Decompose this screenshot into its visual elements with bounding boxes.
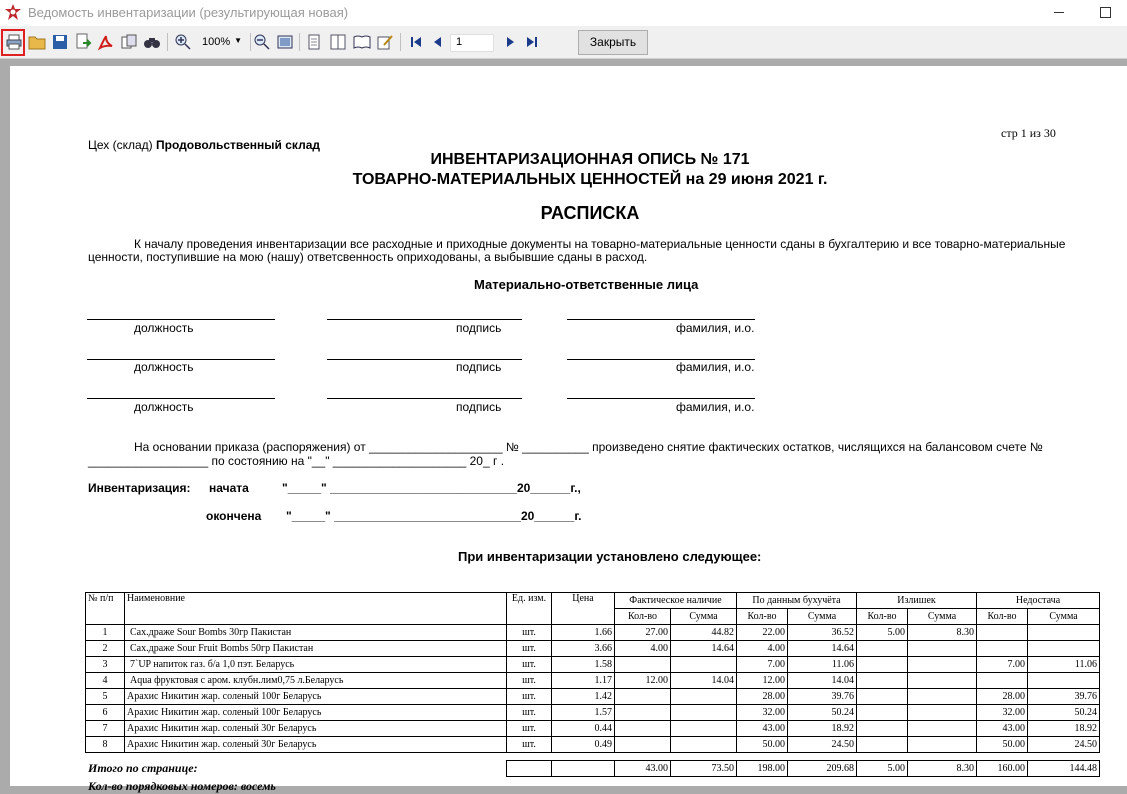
save-icon[interactable] — [50, 32, 70, 52]
table-cell — [857, 705, 908, 721]
table-cell — [671, 657, 737, 673]
signature-label: подпись — [456, 321, 502, 335]
table-cell — [977, 673, 1028, 689]
table-cell: 39.76 — [788, 689, 857, 705]
total-cell: 198.00 — [737, 761, 788, 777]
toolbar — [0, 26, 1127, 59]
total-cell: 8.30 — [908, 761, 977, 777]
subheader-qty: Кол-во — [977, 609, 1028, 625]
table-cell: шт. — [507, 689, 552, 705]
table-cell: 3.66 — [552, 641, 615, 657]
inventory-label: Инвентаризация: — [88, 481, 191, 495]
table-cell: шт. — [507, 657, 552, 673]
table-cell: 14.64 — [671, 641, 737, 657]
header-accounting: По данным бухучёта — [737, 593, 857, 609]
edit-icon[interactable] — [375, 32, 395, 52]
header-num: № п/п — [86, 593, 125, 625]
table-cell — [615, 657, 671, 673]
receipt-text-line1: К началу проведения инвентаризации все расходные и приходные документы на товарно-материальные ценности сданы в бухгалтерию и все товарно-материальные — [134, 237, 1066, 251]
warehouse-label: Цех (склад) — [88, 138, 153, 152]
total-cell: 73.50 — [671, 761, 737, 777]
table-cell: 5 — [86, 689, 125, 705]
table-cell: Арахис Никитин жар. соленый 30г Беларусь — [125, 737, 507, 753]
two-pages-icon[interactable] — [328, 32, 348, 52]
table-cell: 1.17 — [552, 673, 615, 689]
table-cell: 50.00 — [737, 737, 788, 753]
first-page-icon[interactable] — [406, 32, 426, 52]
print-button-highlight — [1, 29, 25, 56]
pdf-icon[interactable] — [96, 32, 116, 52]
table-cell: 27.00 — [615, 625, 671, 641]
table-cell: 5.00 — [857, 625, 908, 641]
table-cell: 4 — [86, 673, 125, 689]
table-cell: 22.00 — [737, 625, 788, 641]
table-cell: шт. — [507, 721, 552, 737]
table-cell: 2 — [86, 641, 125, 657]
table-row — [86, 689, 1100, 705]
table-cell — [615, 689, 671, 705]
started-line: "_____" ____________________________20______г., — [282, 481, 581, 495]
table-cell: 50.24 — [788, 705, 857, 721]
position-label: должность — [134, 400, 194, 414]
table-cell: Сах.драже Sour Bombs 30гр Пакистан — [125, 625, 507, 641]
zoom-in-icon[interactable] — [173, 32, 193, 52]
one-page-icon[interactable] — [304, 32, 324, 52]
table-row — [86, 673, 1100, 689]
table-cell: 43.00 — [737, 721, 788, 737]
zoom-out-icon[interactable] — [252, 32, 272, 52]
toolbar-separator — [400, 33, 401, 51]
table-cell: шт. — [507, 673, 552, 689]
position-label: должность — [134, 321, 194, 335]
table-cell: 11.06 — [788, 657, 857, 673]
table-cell — [857, 737, 908, 753]
export-icon[interactable] — [73, 32, 93, 52]
table-cell — [908, 737, 977, 753]
table-cell — [1028, 641, 1100, 657]
signature-rule — [567, 319, 755, 320]
book-icon[interactable] — [352, 32, 372, 52]
total-cell — [552, 761, 615, 777]
table-body — [86, 625, 1100, 753]
established-heading: При инвентаризации установлено следующее: — [458, 549, 762, 564]
table-cell — [908, 689, 977, 705]
header-price: Цена — [552, 593, 615, 625]
table-cell: 1.42 — [552, 689, 615, 705]
table-cell: Арахис Никитин жар. соленый 100г Беларусь — [125, 705, 507, 721]
table-cell: 50.24 — [1028, 705, 1100, 721]
table-cell — [908, 705, 977, 721]
table-cell: 1 — [86, 625, 125, 641]
toolbar-separator — [299, 33, 300, 51]
started-label: начата — [209, 481, 249, 495]
next-page-icon[interactable] — [500, 32, 520, 52]
table-cell — [671, 689, 737, 705]
signature-rule — [327, 398, 522, 399]
total-cell: 5.00 — [857, 761, 908, 777]
table-cell: 14.64 — [788, 641, 857, 657]
table-cell: 4.00 — [615, 641, 671, 657]
signature-rule — [87, 319, 275, 320]
position-label: должность — [134, 360, 194, 374]
report-title-line1: ИНВЕНТАРИЗАЦИОННАЯ ОПИСЬ № 171 — [430, 151, 750, 168]
table-row — [86, 705, 1100, 721]
table-row — [86, 625, 1100, 641]
total-cell: 43.00 — [615, 761, 671, 777]
table-cell: 8 — [86, 737, 125, 753]
table-cell: Арахис Никитин жар. соленый 100г Беларусь — [125, 689, 507, 705]
order-line2: __________________ по состоянию на "__" ____________________ 20_ г . — [88, 454, 505, 468]
table-cell: Сах.драже Sour Fruit Bombs 50гр Пакистан — [125, 641, 507, 657]
table-cell: 6 — [86, 705, 125, 721]
table-cell — [908, 657, 977, 673]
table-cell — [908, 641, 977, 657]
total-cell — [507, 761, 552, 777]
report-title-line2: ТОВАРНО-МАТЕРИАЛЬНЫХ ЦЕННОСТЕЙ на 29 июня 2021 г. — [352, 171, 828, 188]
table-cell: 24.50 — [788, 737, 857, 753]
total-cell: 209.68 — [788, 761, 857, 777]
table-cell: 32.00 — [737, 705, 788, 721]
inventory-table — [85, 592, 1100, 753]
table-cell: шт. — [507, 641, 552, 657]
table-cell — [977, 641, 1028, 657]
send-icon[interactable] — [119, 32, 139, 52]
name-label: фамилия, и.о. — [676, 400, 755, 414]
table-cell — [615, 737, 671, 753]
table-cell: 3 — [86, 657, 125, 673]
page-number-value: 1 — [456, 36, 463, 48]
toolbar-separator — [167, 33, 168, 51]
signature-label: подпись — [456, 400, 502, 414]
table-cell: 8.30 — [908, 625, 977, 641]
table-cell — [977, 625, 1028, 641]
table-cell: 50.00 — [977, 737, 1028, 753]
app-icon — [5, 4, 21, 20]
table-cell: шт. — [507, 737, 552, 753]
zoom-value: 100% — [202, 36, 231, 48]
table-cell: 32.00 — [977, 705, 1028, 721]
table-cell: 4.00 — [737, 641, 788, 657]
total-label: Итого по странице: — [88, 761, 198, 775]
table-cell: 12.00 — [737, 673, 788, 689]
maximize-button[interactable] — [1082, 0, 1127, 26]
ended-label: окончена — [206, 509, 262, 523]
table-row — [86, 641, 1100, 657]
order-line1: На основании приказа (распоряжения) от ____________________ № __________ произведено снятие фактических остатков, числящихся на балансовом счете № — [134, 440, 1043, 454]
table-cell: 1.58 — [552, 657, 615, 673]
name-label: фамилия, и.о. — [676, 360, 755, 374]
subheader-sum: Сумма — [788, 609, 857, 625]
chevron-down-icon: ▼ — [234, 36, 242, 45]
signature-rule — [567, 398, 755, 399]
table-cell — [671, 721, 737, 737]
total-cell: 160.00 — [977, 761, 1028, 777]
signature-rule — [327, 319, 522, 320]
page-info: стр 1 из 30 — [1001, 126, 1056, 140]
ended-line: "_____" ____________________________20______г. — [286, 509, 582, 523]
table-cell — [671, 705, 737, 721]
header-actual: Фактическое наличие — [615, 593, 737, 609]
table-cell — [857, 657, 908, 673]
window-title: Ведомость инвентаризации (результирующая новая) — [28, 5, 349, 20]
table-cell — [1028, 673, 1100, 689]
table-cell — [857, 641, 908, 657]
title-bar — [0, 0, 1127, 26]
subheader-sum: Сумма — [671, 609, 737, 625]
footer-partial: Кол-во порядковых номеров: восемь — [88, 779, 276, 793]
table-cell: 36.52 — [788, 625, 857, 641]
table-cell: 7 — [86, 721, 125, 737]
subheader-qty: Кол-во — [857, 609, 908, 625]
table-cell — [857, 673, 908, 689]
table-cell: шт. — [507, 705, 552, 721]
table-cell: 39.76 — [1028, 689, 1100, 705]
responsible-title: Материально-ответственные лица — [474, 277, 699, 292]
header-unit: Ед. изм. — [507, 593, 552, 625]
table-cell: 14.04 — [788, 673, 857, 689]
signature-rule — [87, 398, 275, 399]
table-cell: 43.00 — [977, 721, 1028, 737]
subheader-sum: Сумма — [908, 609, 977, 625]
table-cell: 28.00 — [977, 689, 1028, 705]
table-row — [86, 657, 1100, 673]
table-cell: 14.04 — [671, 673, 737, 689]
table-cell: 0.44 — [552, 721, 615, 737]
table-cell: 7`UP напиток газ. б/а 1,0 пэт. Беларусь — [125, 657, 507, 673]
table-cell: 28.00 — [737, 689, 788, 705]
receipt-text-line2: ценности, поступившие на мою (нашу) ответсвенность оприходованы, а выбывшие сданы в расход. — [88, 250, 648, 264]
table-cell — [908, 721, 977, 737]
warehouse-name: Продовольственный склад — [156, 138, 320, 152]
toolbar-separator — [250, 33, 251, 51]
table-row — [86, 737, 1100, 753]
table-cell — [857, 689, 908, 705]
table-cell: Aqua фруктовая с аром. клубн.лим0,75 л.Беларусь — [125, 673, 507, 689]
page-number-input[interactable] — [450, 34, 494, 52]
table-cell: 1.57 — [552, 705, 615, 721]
subheader-qty: Кол-во — [615, 609, 671, 625]
table-cell: 1.66 — [552, 625, 615, 641]
table-cell — [671, 737, 737, 753]
header-surplus: Излишек — [857, 593, 977, 609]
close-button[interactable]: Закрыть — [578, 30, 648, 55]
table-cell: Арахис Никитин жар. соленый 30г Беларусь — [125, 721, 507, 737]
table-cell: 24.50 — [1028, 737, 1100, 753]
totals-row — [507, 761, 1100, 777]
table-cell: 7.00 — [737, 657, 788, 673]
page-view-icon[interactable] — [275, 32, 295, 52]
table-cell: 7.00 — [977, 657, 1028, 673]
table-cell: 0.49 — [552, 737, 615, 753]
subheader-sum: Сумма — [1028, 609, 1100, 625]
table-cell: 18.92 — [1028, 721, 1100, 737]
table-cell: 12.00 — [615, 673, 671, 689]
table-cell: 44.82 — [671, 625, 737, 641]
prev-page-icon[interactable] — [428, 32, 448, 52]
zoom-select[interactable] — [196, 33, 244, 51]
open-folder-icon[interactable] — [27, 32, 47, 52]
total-cell: 144.48 — [1028, 761, 1100, 777]
receipt-title: РАСПИСКА — [540, 203, 640, 223]
find-icon[interactable] — [142, 32, 162, 52]
header-shortage: Недостача — [977, 593, 1100, 609]
signature-label: подпись — [456, 360, 502, 374]
table-cell — [908, 673, 977, 689]
table-cell: 18.92 — [788, 721, 857, 737]
table-cell — [615, 705, 671, 721]
totals-table — [506, 760, 1100, 777]
header-name: Наименовние — [125, 593, 507, 625]
table-cell — [857, 721, 908, 737]
name-label: фамилия, и.о. — [676, 321, 755, 335]
table-cell — [1028, 625, 1100, 641]
subheader-qty: Кол-во — [737, 609, 788, 625]
last-page-icon[interactable] — [522, 32, 542, 52]
warehouse-line — [88, 138, 320, 152]
table-header-row — [86, 593, 1100, 609]
table-cell: шт. — [507, 625, 552, 641]
table-cell — [615, 721, 671, 737]
minimize-button[interactable] — [1036, 0, 1082, 26]
table-row — [86, 721, 1100, 737]
table-cell: 11.06 — [1028, 657, 1100, 673]
